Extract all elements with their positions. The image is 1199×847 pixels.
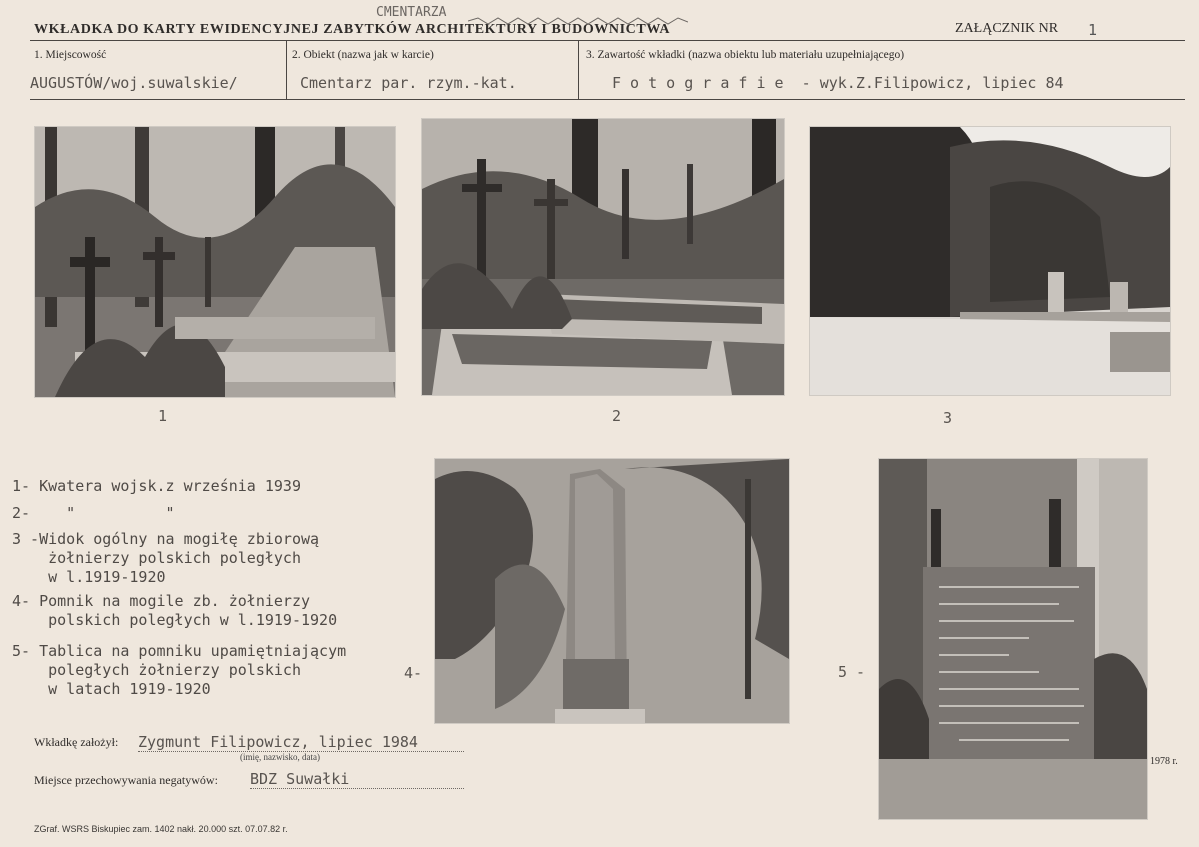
caption-2: 2- " " xyxy=(12,504,175,522)
photo-1-image xyxy=(35,127,395,397)
place-value: AUGUSTÓW/woj.suwalskie/ xyxy=(30,74,238,92)
field-separator-2 xyxy=(578,40,579,100)
caption-5: 5- Tablica na pomniku upamiętniającym poległych żołnierzy polskich w latach 1919-1920 xyxy=(12,642,347,698)
photo-2-image xyxy=(422,119,784,395)
photo-2 xyxy=(421,118,785,396)
storage-label: Miejsce przechowywania negatywów: xyxy=(34,773,218,787)
fields-divider xyxy=(30,99,1185,100)
field-separator-1 xyxy=(286,40,287,100)
photo-5-number: 5 - xyxy=(838,663,866,681)
header-divider xyxy=(30,40,1185,41)
photo-1 xyxy=(34,126,396,398)
photo-3 xyxy=(809,126,1171,396)
form-title: WKŁADKA DO KARTY EWIDENCYJNEJ ZABYTKÓW ARCHITEKTURY I BUDOWNICTWA xyxy=(34,22,671,37)
founder-label: Wkładkę założył: xyxy=(34,735,119,749)
photo-1-number: 1 xyxy=(158,407,168,425)
photo-5-image xyxy=(879,459,1147,819)
place-label: 1. Miejscowość xyxy=(34,49,107,61)
caption-4: 4- Pomnik na mogile zb. żołnierzy polskich poległych w l.1919-1920 xyxy=(12,592,338,629)
photo-4 xyxy=(434,458,790,724)
photo-5-year: 1978 r. xyxy=(1150,756,1178,767)
content-label: 3. Zawartość wkładki (nazwa obiektu lub materiału uzupełniającego) xyxy=(586,49,905,61)
photo-5 xyxy=(878,458,1148,820)
strikeout-mark xyxy=(468,17,688,25)
photo-4-image xyxy=(435,459,789,723)
storage-value: BDZ Suwałki xyxy=(250,770,464,789)
header-overwrite: CMENTARZA xyxy=(376,5,447,20)
photo-4-number: 4- xyxy=(404,664,423,682)
caption-3: 3 -Widok ogólny na mogiłę zbiorową żołnierzy polskich poległych w l.1919-1920 xyxy=(12,530,320,586)
content-value: F o t o g r a f i e - wyk.Z.Filipowicz, lipiec 84 xyxy=(612,74,1064,92)
photo-2-number: 2 xyxy=(612,407,622,425)
photo-3-image xyxy=(810,127,1170,395)
object-label: 2. Obiekt (nazwa jak w karcie) xyxy=(292,49,434,61)
printer-note: ZGraf. WSRS Biskupiec zam. 1402 nakł. 20.000 szt. 07.07.82 r. xyxy=(34,824,288,834)
founder-value: Zygmunt Filipowicz, lipiec 1984 xyxy=(138,733,464,752)
annex-label: ZAŁĄCZNIK NR xyxy=(955,21,1059,36)
object-value: Cmentarz par. rzym.-kat. xyxy=(300,74,517,92)
caption-1: 1- Kwatera wojsk.z września 1939 xyxy=(12,477,301,495)
photo-3-number: 3 xyxy=(943,409,953,427)
annex-number: 1 xyxy=(1088,21,1098,39)
founder-hint: (imię, nazwisko, data) xyxy=(240,752,320,762)
